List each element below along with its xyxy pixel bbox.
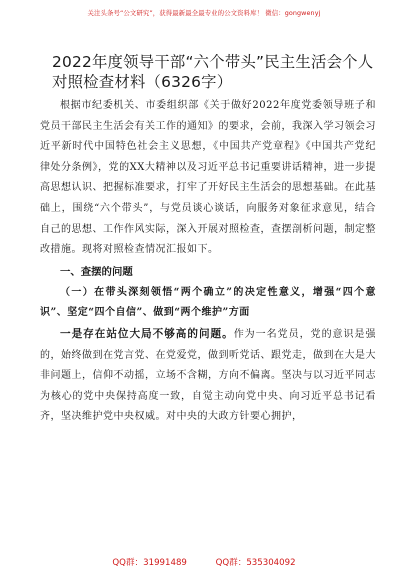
point-paragraph-1 bbox=[40, 324, 376, 428]
top-banner bbox=[0, 0, 408, 44]
subsection-heading-1: （一）在带头深刻领悟“两个确立”的决定性意义，增强“四个意识”、坚定“四个自信”、做到“两个维护”方面 bbox=[40, 286, 376, 319]
point-text-1: 作为一名党员，党的意识是强的，始终做到在党言党、在党爱党，做到听党话、跟党走，做到在大是大非问题上，信仰不动摇，立场不含糊，方向不偏离。坚决与以习近平同志为核心的党中央保持高度一致，自觉主动向党中央、向习近平总书记看齐，坚决维护党中央权威。对中央的大政方针要心拥护， bbox=[40, 328, 377, 423]
footer-qq-group-2: QQ群：535304092 bbox=[215, 558, 296, 568]
intro-paragraph: 根据市纪委机关、市委组织部《关于做好2022年度党委领导班子和党员干部民主生活会有关工作的通知》的要求，会前，我深入学习领会习近平新时代中国特色社会主义思想，《中国共产党章程》《中国共产党纪律处分条例》，党的XX大精神以及习近平总书记重要讲话精神，进一步提高思想认识、把握标准要求，打牢了开好民主生活会的思想基础。在此基础上，围绕“六个带头”，与党员谈心谈话，向服务对象征求意见，结合自己的思想、工作作风实际，深入开展对照检查，查摆剖析问题，制定整改措施。现将对照检查情况汇报如下。 bbox=[40, 100, 376, 256]
banner-text: 关注头条号“公文研究”，获得最新最全最专业的公文资料库！ 微信：gongwenyj bbox=[87, 9, 321, 17]
footer-qq-group-1: QQ群：31991489 bbox=[112, 558, 187, 568]
document-page bbox=[40, 52, 376, 428]
footer bbox=[0, 556, 408, 568]
point-lead-1: 一是存在站位大局不够高的问题。 bbox=[60, 327, 234, 340]
section-heading-1: 一、查摆的问题 bbox=[60, 265, 133, 278]
document-title: 2022年度领导干部“六个带头”民主生活会个人对照检查材料（6326字） bbox=[52, 53, 374, 91]
